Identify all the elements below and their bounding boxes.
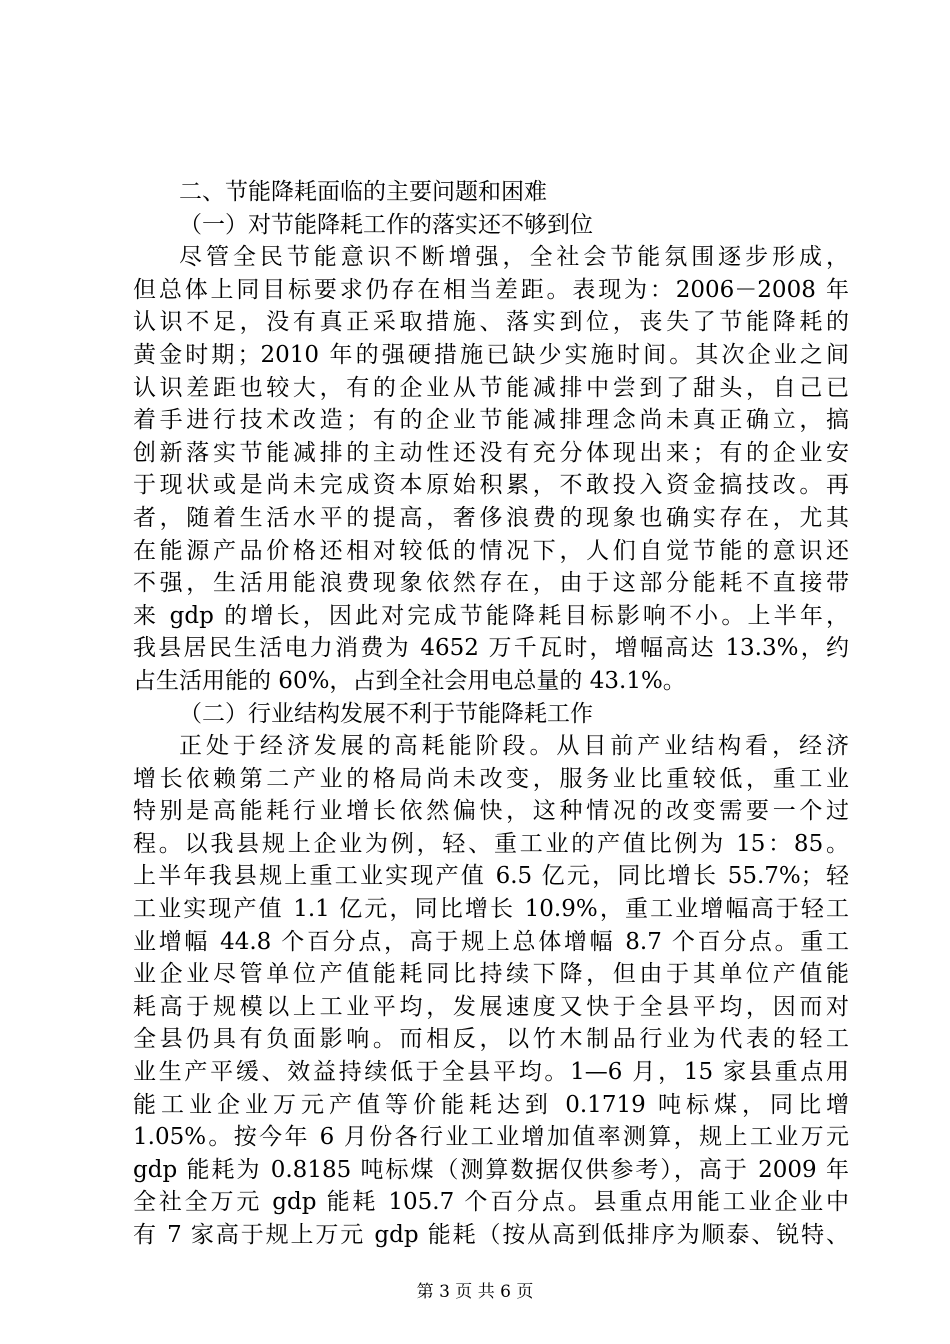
text-line: 二、节能降耗面临的主要问题和困难 bbox=[179, 179, 547, 205]
text-line: 我县居民生活电力消费为 4652 万千瓦时，增幅高达 13.3%，约 bbox=[133, 635, 849, 662]
text-line: 认识差距也较大，有的企业从节能减排中尝到了甜头，自己已 bbox=[133, 374, 849, 401]
text-line: 来 gdp 的增长，因此对完成节能降耗目标影响不小。上半年， bbox=[133, 602, 849, 629]
text-line: 着手进行技术改造；有的企业节能减排理念尚未真正确立，搞 bbox=[133, 407, 849, 434]
text-line: 全县仍具有负面影响。而相反，以竹木制品行业为代表的轻工 bbox=[133, 1026, 849, 1053]
text-line: 1.05%。按今年 6 月份各行业工业增加值率测算，规上工业万元 bbox=[133, 1124, 849, 1151]
text-line: 占生活用能的 60%，占到全社会用电总量的 43.1%。 bbox=[133, 667, 686, 694]
text-line: 程。以我县规上企业为例，轻、重工业的产值比例为 15：85。 bbox=[133, 830, 849, 857]
text-line: （二）行业结构发展不利于节能降耗工作 bbox=[179, 700, 593, 727]
text-line: 有 7 家高于规上万元 gdp 能耗（按从高到低排序为顺泰、锐特、 bbox=[133, 1222, 849, 1248]
text-line: 业增幅 44.8 个百分点，高于规上总体增幅 8.7 个百分点。重工 bbox=[133, 928, 849, 955]
text-line: 尽管全民节能意识不断增强，全社会节能氛围逐步形成， bbox=[179, 244, 849, 271]
text-line: 能工业企业万元产值等价能耗达到 0.1719 吨标煤，同比增 bbox=[133, 1091, 849, 1118]
text-line: 在能源产品价格还相对较低的情况下，人们自觉节能的意识还 bbox=[133, 537, 849, 564]
text-line: 于现状或是尚未完成资本原始积累，不敢投入资金搞技改。再 bbox=[133, 472, 849, 499]
text-line: 不强，生活用能浪费现象依然存在，由于这部分能耗不直接带 bbox=[133, 570, 849, 597]
text-line: 增长依赖第二产业的格局尚未改变，服务业比重较低，重工业 bbox=[133, 765, 849, 792]
text-line: 正处于经济发展的高耗能阶段。从目前产业结构看，经济 bbox=[179, 733, 849, 760]
text-line: 者，随着生活水平的提高，奢侈浪费的现象也确实存在，尤其 bbox=[133, 504, 849, 531]
text-line: 全社全万元 gdp 能耗 105.7 个百分点。县重点用能工业企业中 bbox=[133, 1189, 849, 1216]
text-line: 黄金时期；2010 年的强硬措施已缺少实施时间。其次企业之间 bbox=[133, 341, 849, 368]
text-line: 但总体上同目标要求仍存在相当差距。表现为：2006－2008 年 bbox=[133, 276, 849, 303]
text-line: gdp 能耗为 0.8185 吨标煤（测算数据仅供参考），高于 2009 年 bbox=[133, 1156, 849, 1183]
document-body bbox=[133, 176, 849, 1252]
text-line: 认识不足，没有真正采取措施、落实到位，丧失了节能降耗的 bbox=[133, 309, 849, 336]
text-line: 上半年我县规上重工业实现产值 6.5 亿元，同比增长 55.7%；轻 bbox=[133, 863, 849, 890]
text-line: 创新落实节能减排的主动性还没有充分体现出来；有的企业安 bbox=[133, 439, 849, 466]
text-line: 业企业尽管单位产值能耗同比持续下降，但由于其单位产值能 bbox=[133, 961, 849, 988]
text-line: 耗高于规模以上工业平均，发展速度又快于全县平均，因而对 bbox=[133, 993, 849, 1020]
text-line: 工业实现产值 1.1 亿元，同比增长 10.9%，重工业增幅高于轻工 bbox=[133, 896, 849, 923]
text-line: 业生产平缓、效益持续低于全县平均。1—6 月，15 家县重点用 bbox=[133, 1059, 849, 1086]
text-line: （一）对节能降耗工作的落实还不够到位 bbox=[179, 211, 593, 238]
page-footer: 第 3 页 共 6 页 bbox=[416, 1282, 534, 1302]
text-line: 特别是高能耗行业增长依然偏快，这种情况的改变需要一个过 bbox=[133, 798, 849, 825]
